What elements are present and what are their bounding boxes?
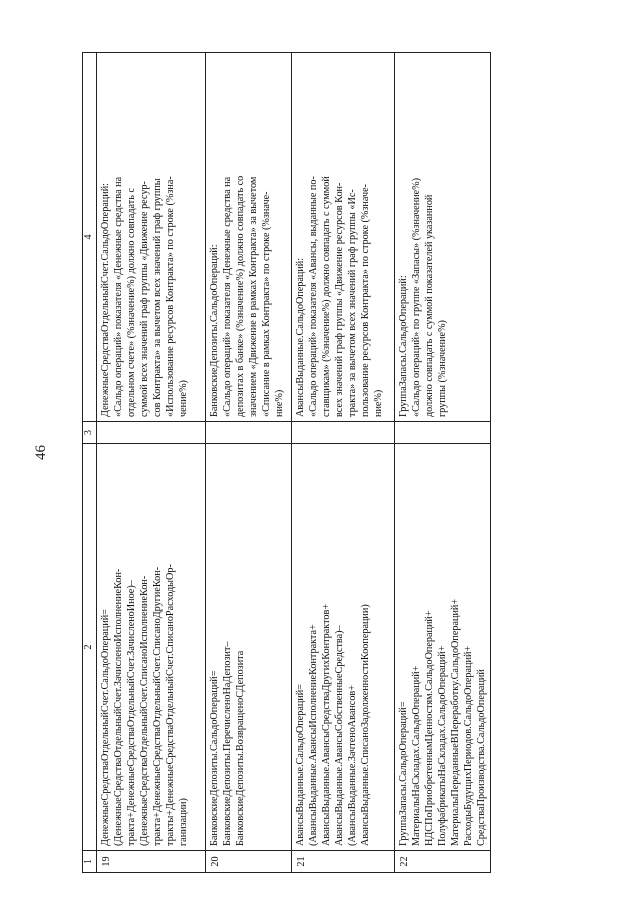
rule-line: ГруппаЗапасы.СальдоОпераций:	[398, 275, 409, 417]
rule-line: «Сальдо операций» показателя «Денежные средства на	[222, 176, 234, 417]
rule-line: значением «Движение в рамках Контракта» за вычетом	[248, 176, 260, 417]
formula-line: НДСПоПриобретеннымЦенностям.СальдоОпераций+	[424, 610, 436, 846]
formula-cell	[292, 444, 395, 851]
formula-line: (ДенежныеСредстваОтдельныйСчет.ЗачисленоИсполнениеКон-	[113, 568, 125, 846]
formula-cell	[206, 444, 292, 851]
row-number: 20	[206, 851, 292, 873]
rule-line: депозитах в банке» (%значение%) должно совпадать со	[235, 175, 247, 417]
formula-line: БанковскиеДепозиты.ПеречисленоНаДепозит–	[222, 641, 234, 846]
rule-line: «Сальдо операций» показателя «Авансы, выданные по-	[308, 176, 320, 417]
rule-line: БанковскиеДепозиты.СальдоОпераций:	[209, 244, 220, 417]
table-row	[97, 53, 206, 873]
column-header: 4	[83, 53, 97, 422]
empty-cell	[292, 422, 395, 444]
formula-line: МатериалыНаСкладах.СальдоОпераций+	[411, 665, 423, 846]
validation-rules-table	[82, 52, 491, 873]
formula-line: РасходыБудущихПериодов.СальдоОпераций+	[463, 645, 475, 846]
rule-line: «Использование ресурсов Контракта» по строке (%зна-	[165, 176, 177, 417]
formula-line: (АвансыВыданные.АвансыИсполнениеКонтракта+	[308, 624, 320, 846]
column-header: 3	[83, 422, 97, 444]
empty-cell	[206, 422, 292, 444]
rule-line: группы (%значение%)	[437, 320, 449, 417]
rotated-table-container	[82, 53, 488, 873]
formula-line: ДенежныеСредстваОтдельныйСчет.СальдоОпераций=	[100, 609, 111, 846]
rule-line: «Сальдо операций» по группе «Запасы» (%значение%)	[411, 177, 423, 417]
rule-line: должно совпадать с суммой показателей указанной	[424, 194, 436, 417]
table-header-row	[83, 53, 97, 873]
rule-line: ние%)	[373, 389, 385, 417]
formula-line: (АвансыВыданные.ЗачтеноАвансов+	[347, 685, 359, 846]
rule-cell	[97, 53, 206, 422]
page-number: 46	[33, 445, 49, 460]
formula-line: ГруппаЗапасы.СальдоОпераций=	[398, 701, 409, 846]
formula-cell	[395, 444, 491, 851]
formula-line: АвансыВыданные.АвансыСредстваДругихКонтрактов+	[321, 603, 333, 846]
rule-line: сов Контракта» за вычетом всех значений граф группы	[152, 178, 164, 417]
formula-line: СредстваПроизводства.СальдоОпераций	[476, 669, 488, 846]
rule-line: ние%)	[274, 389, 286, 417]
rule-line: пользование ресурсов Контракта» по строке (%значе-	[360, 183, 372, 417]
formula-line: БанковскиеДепозиты.ВозвращеноСДепозита	[235, 650, 247, 846]
column-header: 2	[83, 444, 97, 851]
rule-line: «Сальдо операций» показателя «Денежные средства на	[113, 176, 125, 417]
formula-line: ганизации)	[178, 798, 190, 846]
formula-line: ПолуфабрикатыНаСкладах.СальдоОпераций+	[437, 645, 449, 846]
rule-line: тракта» за вычетом всех значений граф группы «Ис-	[347, 189, 359, 417]
rule-line: АвансыВыданные.СальдоОпераций:	[295, 257, 306, 417]
rule-line: всех значений граф группы «Движение ресурсов Кон-	[334, 182, 346, 417]
formula-cell	[97, 444, 206, 851]
rule-cell	[395, 53, 491, 422]
rule-line: ДенежныеСредстваОтдельныйСчет.СальдоОпераций:	[100, 183, 111, 417]
rule-line: «Списание в рамках Контракта» по строке (%значе-	[261, 191, 273, 417]
table-row	[206, 53, 292, 873]
rule-cell	[206, 53, 292, 422]
formula-line: БанковскиеДепозиты.СальдоОпераций=	[209, 670, 220, 846]
empty-cell	[395, 422, 491, 444]
formula-line: АвансыВыданные.СписаноЗадолженностиКооперации)	[360, 604, 372, 846]
rule-cell	[292, 53, 395, 422]
rule-line: чение%)	[178, 380, 190, 417]
rule-line: ставщикам» (%значение%) должно совпадать с суммой	[321, 176, 333, 417]
formula-line: (ДенежныеСредстваОтдельныйСчет.СписаноИсполнениеКон-	[139, 575, 151, 846]
row-number: 19	[97, 851, 206, 873]
formula-line: тракта+ДенежныеСредстваОтдельныйСчет.СписаноДругиеКон-	[152, 566, 164, 846]
rule-line: суммой всех значений граф группы «Движение ресур-	[139, 181, 151, 417]
row-number: 21	[292, 851, 395, 873]
formula-line: АвансыВыданные.СальдоОпераций=	[295, 684, 306, 846]
rule-line: отдельном счете» (%значение%) должно совпадать с	[126, 188, 138, 417]
formula-line: тракта+ДенежныеСредстваОтдельныйСчет.ЗачисленоИное)–	[126, 580, 138, 846]
column-header: 1	[83, 851, 97, 873]
formula-line: МатериалыПереданныеВПереработку.СальдоОпераций+	[450, 598, 462, 846]
table-row	[292, 53, 395, 873]
formula-line: тракты+ДенежныеСредстваОтдельныйСчет.СписаноРасходыОр-	[165, 564, 177, 846]
empty-cell	[97, 422, 206, 444]
formula-line: АвансыВыданные.АвансыСобственныеСредства)–	[334, 625, 346, 846]
row-number: 22	[395, 851, 491, 873]
table-row	[395, 53, 491, 873]
